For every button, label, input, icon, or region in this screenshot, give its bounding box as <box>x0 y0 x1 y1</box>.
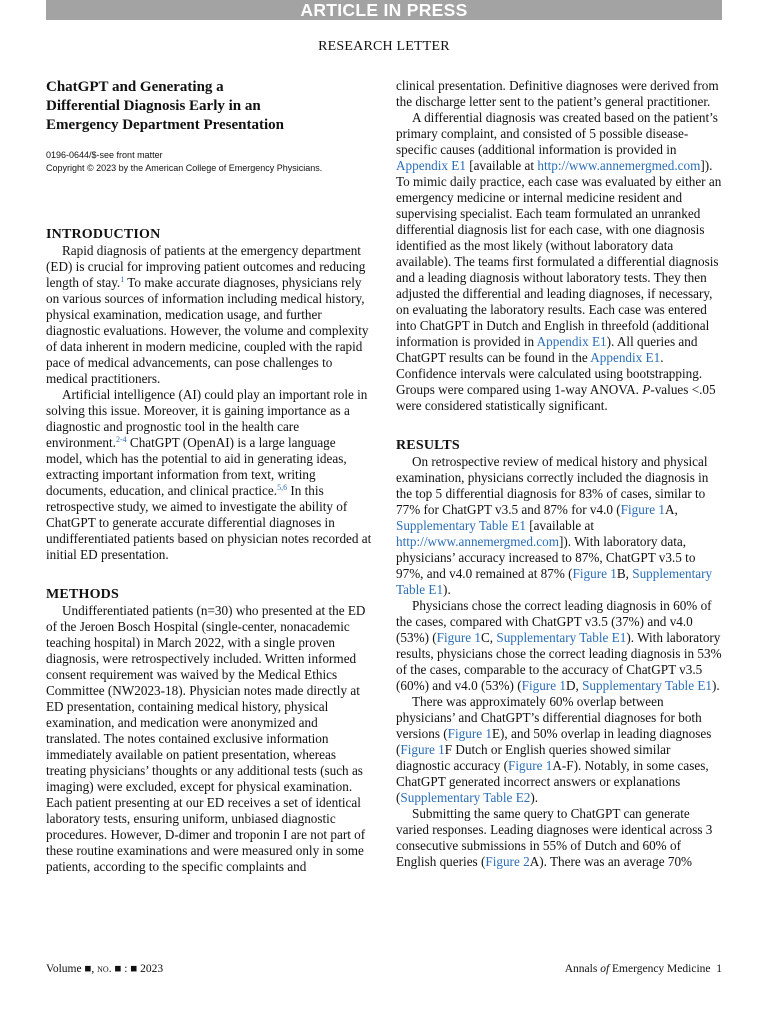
methods-heading: METHODS <box>46 587 119 602</box>
intro-paragraph-2: Artificial intelligence (AI) could play an important role in solving this issue. Moreover, it is gaining importance as a diagnostic and prognostic tool in the health care environment.$^{2-4}$ ChatGPT (OpenAI) is a large language model, which has the potential to aid in generating ideas, extracting important information from text, writing documents, education, and clinical practice.$^{5,6}$ In this retrospective study, we aimed to investigate the ability of ChatGPT to generate accurate differential diagnoses in undifferentiated patients based on physician notes recorded at initial ED presentation. <box>46 387 372 562</box>
footer-journal: Annals of Emergency Medicine 1 <box>564 963 722 975</box>
footer-volume: Volume ■, no. ■ : ■ 2023 <box>46 963 164 975</box>
page-number: 1 <box>716 963 722 975</box>
appendix-link[interactable]: Appendix E1 <box>536 334 607 349</box>
results-paragraph-4: Submitting the same query to ChatGPT can generate varied responses. Leading diagnoses were identical across 3 consecutive submissions in 55% of Dutch and 60% of English queries (Figure 2A). There was an average 70% <box>396 806 713 869</box>
appendix-link[interactable]: Appendix E1 <box>590 350 661 365</box>
supplementary-table-link[interactable]: Supplementary Table E1 <box>396 518 526 533</box>
introduction-heading: INTRODUCTION <box>46 227 161 242</box>
ref-link[interactable]: 5,6 <box>277 483 288 492</box>
section-label: RESEARCH LETTER <box>318 39 450 54</box>
figure-link[interactable]: Figure 1 <box>572 566 617 581</box>
issn-line: 0196-0644/$-see front matter <box>46 150 163 160</box>
copyright-line: Copyright © 2023 by the American College of Emergency Physicians. <box>46 163 323 173</box>
figure-link[interactable]: Figure 1 <box>620 502 665 517</box>
copyright-meta <box>46 149 372 175</box>
supplementary-table-link[interactable]: Supplementary Table E1 <box>396 566 713 597</box>
results-paragraph-3: There was approximately 60% overlap between physicians’ and ChatGPT’s differential diagnoses for both versions (Figure 1E), and 50% overlap in leading diagnoses (Figure 1F Dutch or English queries showed similar diagnostic accuracy (Figure 1A-F). Notably, in some cases, ChatGPT generated incorrect answers or explanations (Supplementary Table E2). <box>396 694 712 805</box>
right-column <box>396 78 722 870</box>
figure-link[interactable]: Figure 1 <box>400 742 445 757</box>
figure-link[interactable]: Figure 1 <box>521 678 566 693</box>
article-in-press-banner: ARTICLE IN PRESS <box>46 0 722 20</box>
left-column <box>46 78 372 875</box>
supplementary-table-link[interactable]: Supplementary Table E1 <box>496 630 627 645</box>
results-paragraph-2: Physicians chose the correct leading diagnosis in 60% of the cases, compared with ChatGPT v3.5 (37%) and v4.0 (53%) (Figure 1C, Supplementary Table E1). With laboratory results, physicians chose the correct leading diagnosis in 53% of the cases, comparable to the accuracy of ChatGPT v3.5 (60%) and v4.0 (53%) (Figure 1D, Supplementary Table E1). <box>396 598 722 693</box>
supplementary-table-link[interactable]: Supplementary Table E1 <box>582 678 713 693</box>
results-paragraph-1: On retrospective review of medical history and physical examination, physicians correctly included the diagnosis in the top 5 differential diagnosis for 83% of cases, similar to 77% for ChatGPT v3.5 and 87% for v4.0 (Figure 1A, Supplementary Table E1 [available at http://www.annemergmed.com]). With laboratory data, physicians’ accuracy increased to 87%, ChatGPT v3.5 to 97%, and v4.0 remained at 87% (Figure 1B, Supplementary Table E1). <box>396 454 713 597</box>
appendix-link[interactable]: Appendix E1 <box>396 158 466 173</box>
title-line-3: Emergency Department Presentation <box>46 117 284 133</box>
methods-continued-paragraph: clinical presentation. Definitive diagnoses were derived from the discharge letter sent to the patient’s general practitioner. <box>396 78 719 109</box>
ref-link[interactable]: 2-4 <box>115 435 127 444</box>
title-line-1: ChatGPT and Generating a <box>46 79 224 95</box>
ref-link[interactable]: 1 <box>120 275 125 284</box>
figure-link[interactable]: Figure 2 <box>485 854 530 869</box>
figure-link[interactable]: Figure 1 <box>436 630 481 645</box>
title-line-2: Differential Diagnosis Early in an <box>46 98 261 114</box>
journal-url-link[interactable]: http://www.annemergmed.com <box>537 158 701 173</box>
article-title <box>46 78 372 135</box>
supplementary-table-link[interactable]: Supplementary Table E2 <box>400 790 531 805</box>
results-heading: RESULTS <box>396 438 460 453</box>
methods-paragraph-1: Undifferentiated patients (n=30) who presented at the ED of the Jeroen Bosch Hospital (single-center, nonacademic teaching hospital) in March 2022, with a single proven diagnosis, were retrospectively included. Written informed consent requirement was waived by the Medical Ethics Committee (NW2023-18). Physician notes made directly at ED presentation, containing medical history, physical examination, and medication were anonymized and translated. The notes contained exclusive information immediately available on patient presentation, whereas treating physicians’ thoughts or any additional tests (such as imaging) were excluded, except for physical examination. Each patient presenting at our ED receives a set of identical laboratory tests, ensuring uniform, unbiased diagnostic procedures. However, D-dimer and troponin I are not part of these routine examinations and were measured only in some patients, according to the specific complaints and <box>46 603 366 874</box>
figure-link[interactable]: Figure 1 <box>447 726 492 741</box>
figure-link[interactable]: Figure 1 <box>508 758 553 773</box>
intro-paragraph-1: Rapid diagnosis of patients at the emergency department (ED) is crucial for improving patient outcomes and reducing length of stay.$^1$ To make accurate diagnoses, physicians rely on various sources of information including medical history, physical examination, medication usage, and further diagnostic evaluations. However, the volume and complexity of data inherent in modern medicine, coupled with the rapid pace of medical advancements, can pose challenges to medical practitioners. <box>46 243 369 386</box>
journal-url-link[interactable]: http://www.annemergmed.com <box>396 534 559 549</box>
methods-paragraph-2: A differential diagnosis was created based on the patient’s primary complaint, and consisted of 5 possible disease-specific causes (additional information is provided in Appendix E1 [available at http://www.annemergmed.com]). To mimic daily practice, each case was evaluated by either an emergency medicine or internal medicine resident and supervising specialist. Each team formulated an unranked differential diagnosis list for each case, with one diagnosis identified as the most likely (without laboratory data available). The teams first formulated a differential diagnosis and a leading diagnosis without laboratory tests. They then adjusted the differential and leading diagnoses, if necessary, on evaluating the laboratory results. Each case was entered into ChatGPT in Dutch and English in threefold (additional information is provided in Appendix E1). All queries and ChatGPT results can be found in the Appendix E1. Confidence intervals were calculated using bootstrapping. Groups were compared using 1-way ANOVA. P-values <.05 were considered statistically significant. <box>396 110 722 413</box>
